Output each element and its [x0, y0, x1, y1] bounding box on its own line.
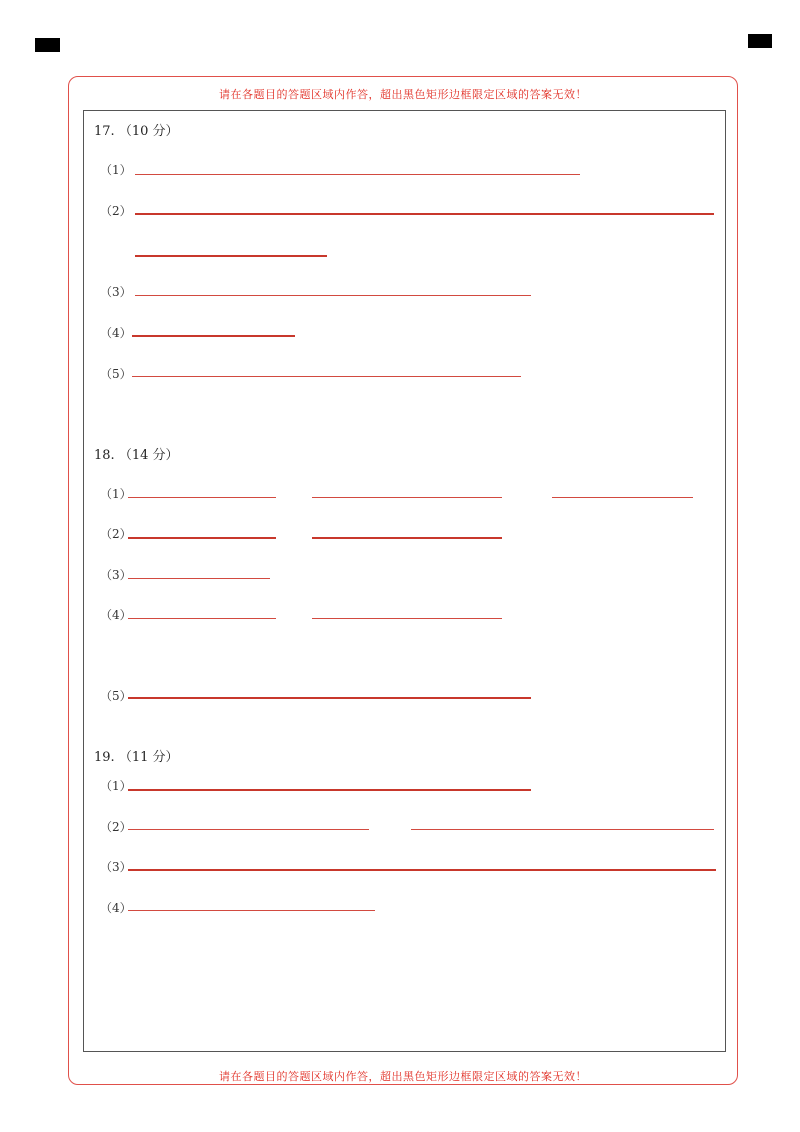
q19-item-2-answer-line-b[interactable] [411, 829, 714, 830]
q18-item-1-label: （1） [100, 487, 132, 501]
q18-item-4-label: （4） [100, 608, 132, 622]
q17-item-1-label: （1） [100, 163, 132, 177]
alignment-marker-left [35, 38, 60, 52]
q18-item-2-answer-line-b[interactable] [312, 537, 502, 539]
q18-item-1-answer-line-b[interactable] [312, 497, 502, 498]
q17-item-2-answer-line[interactable] [135, 213, 714, 215]
q19-item-1-label: （1） [100, 779, 132, 793]
q18-item-4-answer-line-b[interactable] [312, 618, 502, 619]
q17-item-5-answer-line[interactable] [132, 376, 521, 377]
q18-item-4-answer-line-a[interactable] [128, 618, 276, 619]
q18-item-1-answer-line-c[interactable] [552, 497, 693, 498]
question-19-header [94, 746, 179, 765]
q17-item-2-answer-line-continued[interactable] [135, 255, 327, 257]
q19-item-2-answer-line-a[interactable] [128, 829, 369, 830]
question-17-header [94, 120, 179, 139]
q19-item-3-answer-line[interactable] [128, 869, 716, 871]
notice-bottom: 请在各题目的答题区域内作答，超出黑色矩形边框限定区域的答案无效！ [219, 1070, 587, 1083]
question-18-header [94, 444, 179, 463]
question-number: 18. [94, 448, 115, 463]
q18-item-2-answer-line-a[interactable] [128, 537, 276, 539]
question-score: （10 分） [118, 124, 179, 139]
alignment-marker-right [748, 34, 772, 48]
q18-item-1-answer-line-a[interactable] [128, 497, 276, 498]
question-number: 19. [94, 750, 115, 765]
q17-item-1-answer-line[interactable] [135, 174, 580, 175]
q17-item-5-label: （5） [100, 367, 132, 381]
q19-item-4-label: （4） [100, 901, 132, 915]
q17-item-3-label: （3） [100, 285, 132, 299]
q18-item-5-label: （5） [100, 689, 132, 703]
q17-item-4-answer-line[interactable] [132, 335, 295, 337]
q17-item-2-label: （2） [100, 204, 132, 218]
q18-item-3-answer-line[interactable] [128, 578, 270, 579]
notice-top: 请在各题目的答题区域内作答，超出黑色矩形边框限定区域的答案无效！ [219, 88, 587, 101]
q18-item-5-answer-line[interactable] [128, 697, 531, 699]
question-number: 17. [94, 124, 115, 139]
q19-item-3-label: （3） [100, 860, 132, 874]
q19-item-1-answer-line[interactable] [128, 789, 531, 791]
question-score: （14 分） [118, 448, 179, 463]
q19-item-2-label: （2） [100, 820, 132, 834]
question-score: （11 分） [118, 750, 179, 765]
q18-item-2-label: （2） [100, 527, 132, 541]
q17-item-4-label: （4） [100, 326, 132, 340]
q18-item-3-label: （3） [100, 568, 132, 582]
q17-item-3-answer-line[interactable] [135, 295, 531, 296]
q19-item-4-answer-line[interactable] [128, 910, 375, 911]
